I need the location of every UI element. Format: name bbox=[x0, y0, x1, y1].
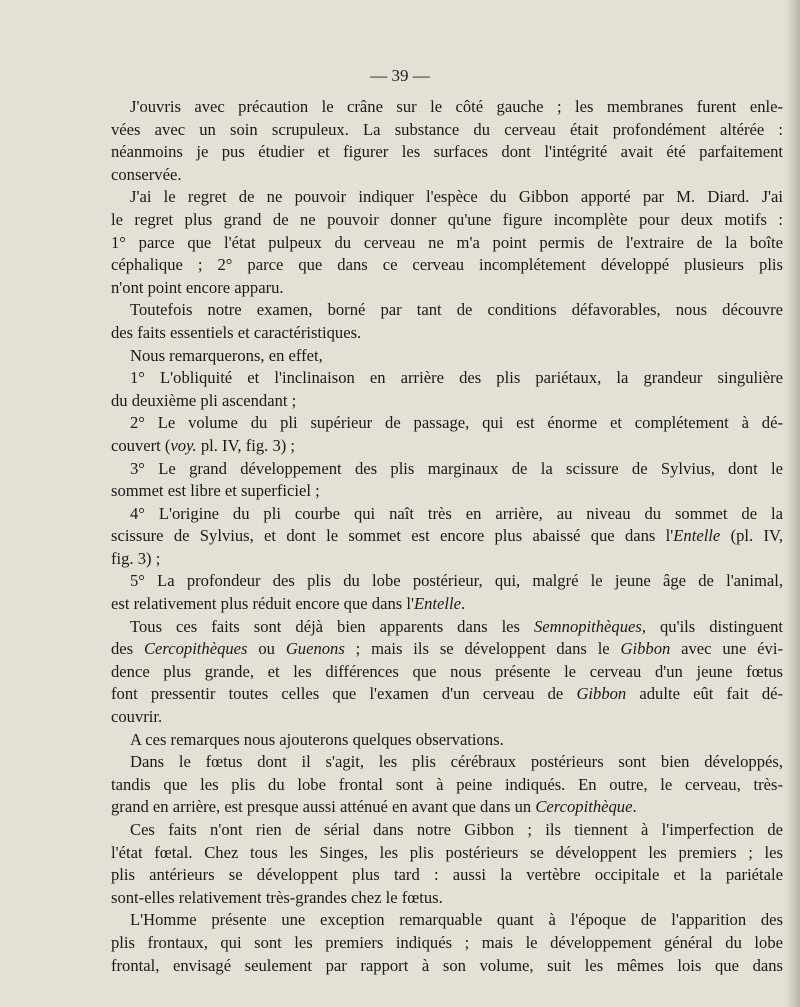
body-text bbox=[111, 96, 783, 977]
text-line: le regret plus grand de ne pouvoir donner qu'une figure incomplète pour deux motifs : bbox=[111, 209, 783, 229]
text-line: plis antérieurs se développent plus tard : aussi la vertèbre occipitale et la pariétale bbox=[111, 865, 783, 885]
text-line: du deuxième pli ascendant ; bbox=[111, 390, 297, 410]
text-line: 4° L'origine du pli courbe qui naît très en arrière, au niveau du sommet de la bbox=[130, 503, 783, 523]
text-line: 5° La profondeur des plis du lobe postérieur, qui, malgré le jeune âge de l'animal, bbox=[130, 571, 783, 591]
text-line: conservée. bbox=[111, 164, 182, 184]
text-line: couvert (voy. pl. IV, fig. 3) ; bbox=[111, 435, 296, 455]
text-line: l'état fœtal. Chez tous les Singes, les plis postérieurs se développent les premiers ; les bbox=[111, 842, 783, 862]
text-line: dence plus grande, et les différences que nous présente le cerveau d'un jeune fœtus bbox=[111, 661, 783, 681]
text-line: n'ont point encore apparu. bbox=[111, 277, 284, 297]
text-line: scissure de Sylvius, et dont le sommet est encore plus abaissé que dans l'Entelle (pl. IV, bbox=[111, 526, 783, 546]
page-edge-shadow bbox=[786, 0, 800, 1007]
text-line: fig. 3) ; bbox=[111, 548, 161, 568]
text-line: 1° L'obliquité et l'inclinaison en arrière des plis pariétaux, la grandeur singulière bbox=[130, 368, 783, 388]
text-line: néanmoins je pus étudier et figurer les surfaces dont l'intégrité avait été parfaitement bbox=[111, 142, 783, 162]
text-line: tandis que les plis du lobe frontal sont à peine indiqués. En outre, le cerveau, très- bbox=[111, 774, 783, 794]
text-line: Dans le fœtus dont il s'agit, les plis cérébraux postérieurs sont bien développés, bbox=[130, 752, 783, 772]
text-line: céphalique ; 2° parce que dans ce cerveau incomplétement développé plusieurs plis bbox=[111, 255, 783, 275]
text-line: sommet est libre et superficiel ; bbox=[111, 481, 320, 501]
text-line: Toutefois notre examen, borné par tant de conditions défavorables, nous découvre bbox=[130, 300, 783, 320]
text-line: Nous remarquerons, en effet, bbox=[130, 345, 323, 365]
text-line: grand en arrière, est presque aussi atténué en avant que dans un Cercopithèque. bbox=[111, 797, 637, 817]
text-line: frontal, envisagé seulement par rapport à son volume, suit les mêmes lois que dans bbox=[111, 955, 783, 975]
text-line: J'ai le regret de ne pouvoir indiquer l'espèce du Gibbon apporté par M. Diard. J'ai bbox=[130, 187, 783, 207]
text-line: Ces faits n'ont rien de sérial dans notre Gibbon ; ils tiennent à l'imperfection de bbox=[130, 820, 783, 839]
page-number: — 39 — bbox=[370, 66, 430, 85]
text-line: des faits essentiels et caractéristiques. bbox=[111, 322, 362, 342]
text-line: L'Homme présente une exception remarquable quant à l'époque de l'apparition des bbox=[130, 910, 783, 930]
text-line: 2° Le volume du pli supérieur de passage, qui est énorme et complétement à dé- bbox=[130, 413, 783, 433]
text-line: plis frontaux, qui sont les premiers indiqués ; mais le développement général du lobe bbox=[111, 932, 783, 952]
text-line: vées avec un soin scrupuleux. La substance du cerveau était profondément altérée : bbox=[111, 119, 783, 139]
text-line: sont-elles relativement très-grandes chez le fœtus. bbox=[111, 887, 443, 907]
text-line: couvrir. bbox=[111, 707, 163, 727]
text-line: J'ouvris avec précaution le crâne sur le côté gauche ; les membranes furent enle- bbox=[130, 97, 783, 116]
text-line: des Cercopithèques ou Guenons ; mais ils se développent dans le Gibbon avec une évi- bbox=[111, 639, 783, 659]
text-line: 1° parce que l'état pulpeux du cerveau ne m'a point permis de l'extraire de la boîte bbox=[111, 232, 783, 252]
text-line: A ces remarques nous ajouterons quelques observations. bbox=[130, 729, 504, 749]
text-line: 3° Le grand développement des plis marginaux de la scissure de Sylvius, dont le bbox=[130, 458, 783, 478]
text-line: font pressentir toutes celles que l'examen d'un cerveau de Gibbon adulte eût fait dé- bbox=[111, 684, 784, 704]
text-line: est relativement plus réduit encore que dans l'Entelle. bbox=[111, 594, 466, 614]
text-line: Tous ces faits sont déjà bien apparents dans les Semnopithèques, qu'ils distinguent bbox=[130, 616, 783, 636]
